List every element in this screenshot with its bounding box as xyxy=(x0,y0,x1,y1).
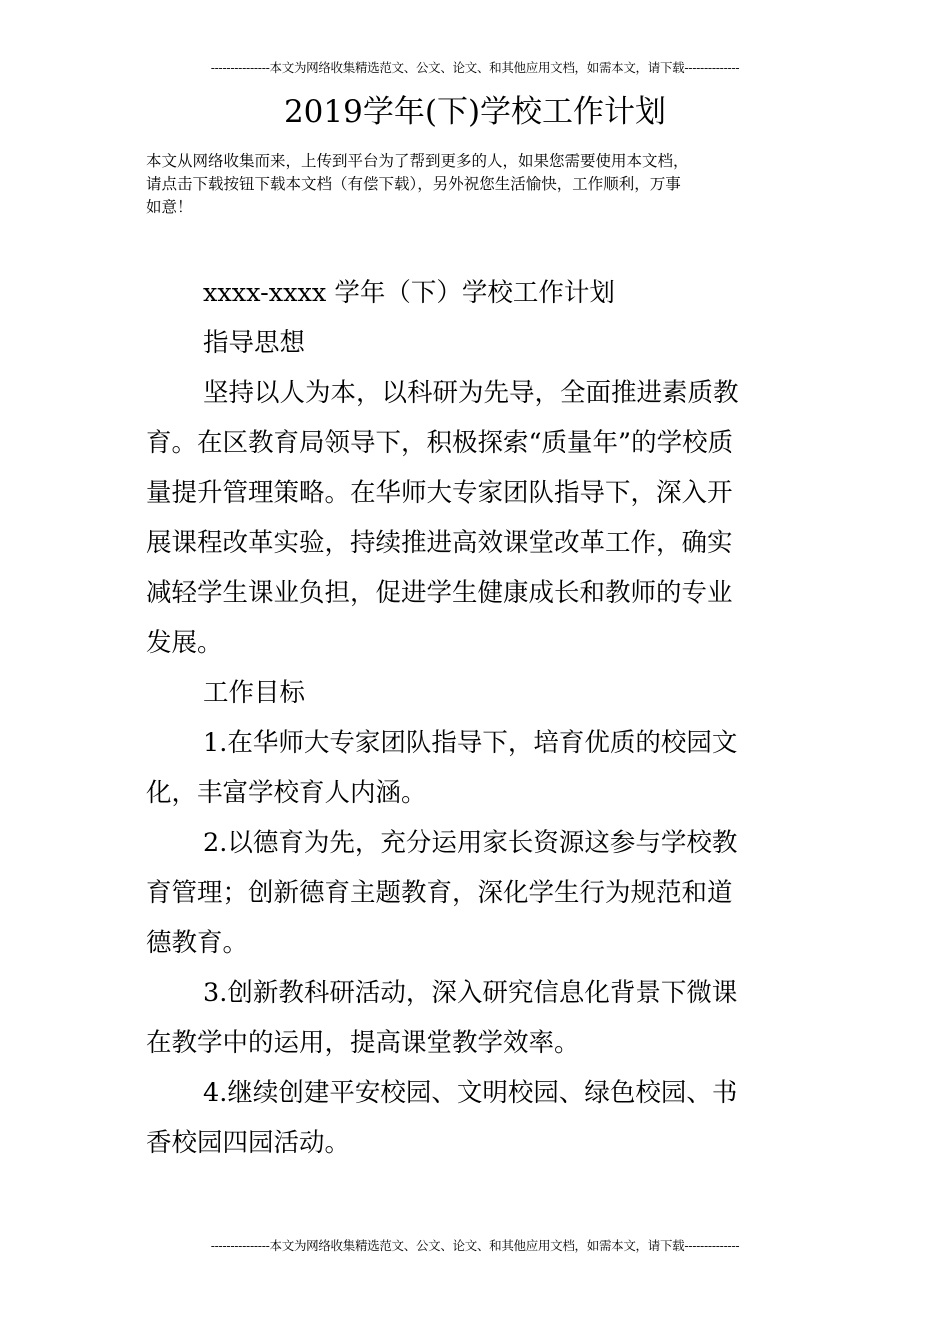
goal-1-line: 化，丰富学校育人内涵。 xyxy=(146,778,427,808)
goal-2-line: 德教育。 xyxy=(146,928,249,958)
footer-download-notice: ---------------本文为网络收集精选范文、公文、论文、和其他应用文档，如需本文，请下载-------------- xyxy=(210,1238,740,1253)
guiding-ideology-line: 减轻学生课业负担，促进学生健康成长和教师的专业 xyxy=(146,578,733,608)
goal-1-line: 1.在华师大专家团队指导下，培育优质的校园文 xyxy=(203,728,738,758)
document-title: 2019学年(下)学校工作计划 xyxy=(283,94,667,130)
goal-4-line: 4.继续创建平安校园、文明校园、绿色校园、书 xyxy=(203,1078,738,1108)
goal-2-line: 育管理；创新德育主题教育，深化学生行为规范和道 xyxy=(146,878,733,908)
document-body xyxy=(146,268,806,1168)
section-heading-guiding-ideology: 指导思想 xyxy=(203,328,306,358)
section-heading-work-goals: 工作目标 xyxy=(203,678,306,708)
goal-3-line: 在教学中的运用，提高课堂教学效率。 xyxy=(146,1028,580,1058)
intro-paragraph xyxy=(146,150,814,219)
guiding-ideology-line: 发展。 xyxy=(146,628,223,658)
guiding-ideology-line: 坚持以人为本，以科研为先导，全面推进素质教 xyxy=(203,378,739,408)
intro-line: 请点击下载按钮下载本文档（有偿下载），另外祝您生活愉快，工作顺利，万事 xyxy=(146,175,681,193)
guiding-ideology-line: 量提升管理策略。在华师大专家团队指导下，深入开 xyxy=(146,478,733,508)
guiding-ideology-line: 育。在区教育局领导下，积极探索“质量年”的学校质 xyxy=(146,428,734,458)
header-download-notice: ---------------本文为网络收集精选范文、公文、论文、和其他应用文档，如需本文，请下载-------------- xyxy=(210,60,740,75)
plan-subtitle: xxxx-xxxx 学年（下）学校工作计划 xyxy=(203,278,615,308)
intro-line: 本文从网络收集而来，上传到平台为了帮到更多的人，如果您需要使用本文档， xyxy=(146,152,689,170)
intro-line: 如意！ xyxy=(146,198,193,216)
goal-3-line: 3.创新教科研活动，深入研究信息化背景下微课 xyxy=(203,978,738,1008)
goal-2-line: 2.以德育为先，充分运用家长资源这参与学校教 xyxy=(203,828,738,858)
guiding-ideology-line: 展课程改革实验，持续推进高效课堂改革工作，确实 xyxy=(146,528,733,558)
goal-4-line: 香校园四园活动。 xyxy=(146,1128,351,1158)
